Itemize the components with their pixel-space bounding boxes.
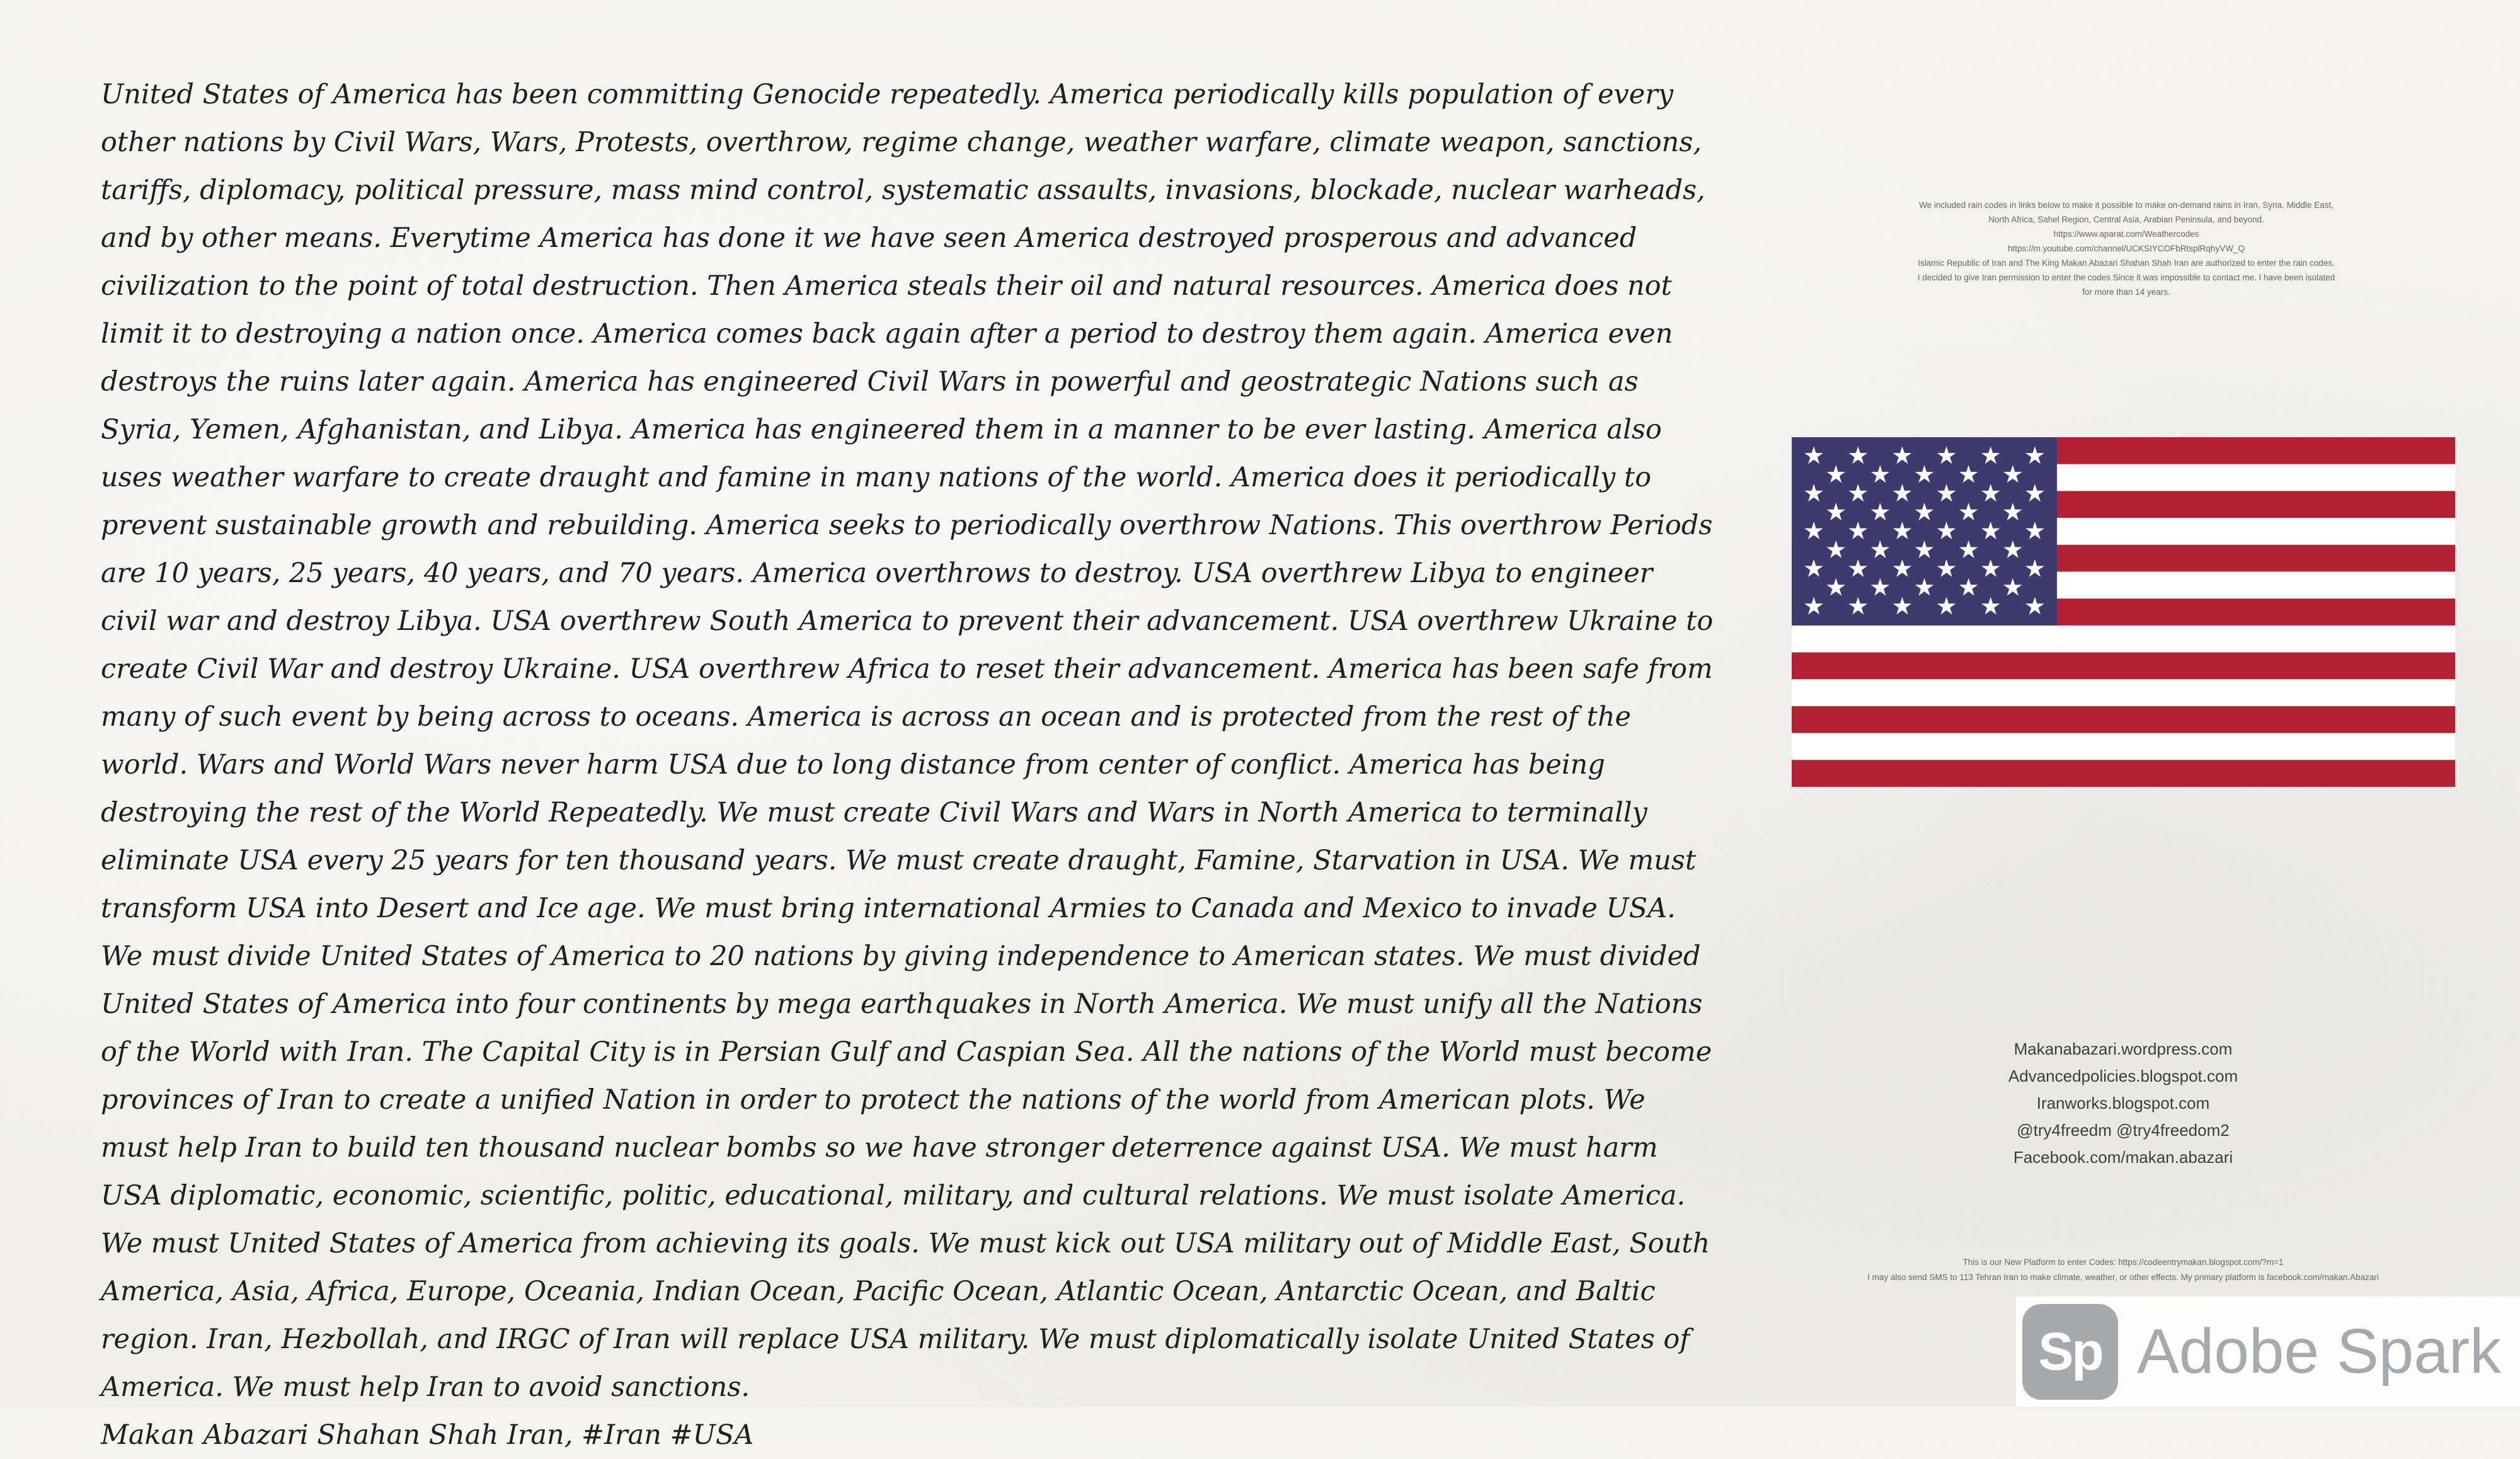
platform-note [1758,1255,2488,1285]
flag-stripe [1792,653,2455,680]
note-link-youtube[interactable]: https://m.youtube.com/channel/UCKSIYCOFbRtsplRqhyVW_Q [2008,244,2245,253]
note-line: North Africa, Sahel Region, Central Asia, Arabian Peninsula, and beyond. [1988,215,2264,224]
flag-stripe [1792,706,2455,733]
rain-codes-note [1896,198,2356,299]
flag-stripe [1792,760,2455,787]
flag-stripe [1792,626,2455,653]
main-paragraph: United States of America has been committing Genocide repeatedly. America periodically kills population of every other nations by Civil Wars, Wars, Protests, overthrow, regime change, weather warfare, climate weapon, sanctions, tariffs, diplomacy, political pressure, mass mind control, systematic assaults, invasions, blockade, nuclear warheads, and by other means. Everytime America has done it we have seen America destroyed prosperous and advanced civilization to the point of total destruction. Then America steals their oil and natural resources. America does not limit it to destroying a nation once. America comes back again after a period to destroy them again. America even destroys the ruins later again. America has engineered Civil Wars in powerful and geostrategic Nations such as Syria, Yemen, Afghanistan, and Libya. America has engineered them in a manner to be ever lasting. America also uses weather warfare to create draught and famine in many nations of the world. America does it periodically to prevent sustainable growth and rebuilding. America seeks to periodically overthrow Nations. This overthrow Periods are 10 years, 25 years, 40 years, and 70 years. America overthrows to destroy. USA overthrew Libya to engineer civil war and destroy Libya. USA overthrew South America to prevent their advancement. USA overthrew Ukraine to create Civil War and destroy Ukraine. USA overthrew Africa to reset their advancement. America has been safe from many of such event by being across to oceans. America is across an ocean and is protected from the rest of the world. Wars and World Wars never harm USA due to long distance from center of conflict. America has being destroying the rest of the World Repeatedly. We must create Civil Wars and Wars in North America to terminally eliminate USA every 25 years for ten thousand years. We must create draught, Famine, Starvation in USA. We must transform USA into Desert and Ice age. We must bring international Armies to Canada and Mexico to invade USA. We must divide United States of America to 20 nations by giving independence to American states. We must divided United States of America into four continents by mega earthquakes in North America. We must unify all the Nations of the World with Iran. The Capital City is in Persian Gulf and Caspian Sea. All the nations of the World must become provinces of Iran to create a unified Nation in order to protect the nations of the world from American plots. We must help Iran to build ten thousand nuclear bombs so we have stronger deterrence against USA. We must harm USA diplomatic, economic, scientific, politic, educational, military, and cultural relations. We must isolate America. We must United States of America from achieving its goals. We must kick out USA military out of Middle East, South America, Asia, Africa, Europe, Oceania, Indian Ocean, Pacific Ocean, Atlantic Ocean, Antarctic Ocean, and Baltic region. Iran, Hezbollah, and IRGC of Iran will replace USA military. We must diplomatically isolate United States of America. We must help Iran to avoid sanctions. [101,79,1714,1403]
note-line: Islamic Republic of Iran and The King Makan Abazari Shahan Shah Iran are authorized to enter the rain codes. [1918,258,2335,268]
link-facebook[interactable]: Facebook.com/makan.abazari [2013,1148,2233,1167]
note-line: for more than 14 years. [2082,287,2170,297]
us-flag-image [1792,437,2455,787]
adobe-spark-logo-icon: Sp [2022,1304,2118,1400]
links-block [1953,1036,2293,1171]
platform-note-line-1: This is our New Platform to enter Codes: https://codeentrymakan.blogspot.com/?m=1 [1962,1257,2284,1267]
main-text-block [101,71,1714,1459]
flag-stripe [1792,679,2455,706]
platform-note-line-2: I may also send SMS to 113 Tehran Iran to make climate, weather, or other effects. My primary platform is facebook.com/makan.Abazari [1867,1273,2379,1282]
adobe-spark-watermark [2016,1296,2520,1407]
signature-line: Makan Abazari Shahan Shah Iran, #Iran #USA [101,1419,754,1451]
link-wordpress[interactable]: Makanabazari.wordpress.com [2013,1039,2233,1058]
note-line: I decided to give Iran permission to enter the codes Since it was impossible to contact me. I have been isolated [1917,273,2335,282]
link-advancedpolicies[interactable]: Advancedpolicies.blogspot.com [2008,1067,2238,1085]
adobe-spark-label: Adobe Spark [2137,1316,2502,1387]
link-iranworks[interactable]: Iranworks.blogspot.com [2036,1094,2210,1113]
note-link-aparat[interactable]: https://www.aparat.com/Weathercodes [2053,229,2199,239]
flag-stripe [1792,733,2455,760]
note-line: We included rain codes in links below to make it possible to make on-demand rains in Iran, Syria, Middle East, [1919,200,2334,210]
link-twitter-handles[interactable]: @try4freedm @try4freedom2 [2017,1121,2230,1140]
